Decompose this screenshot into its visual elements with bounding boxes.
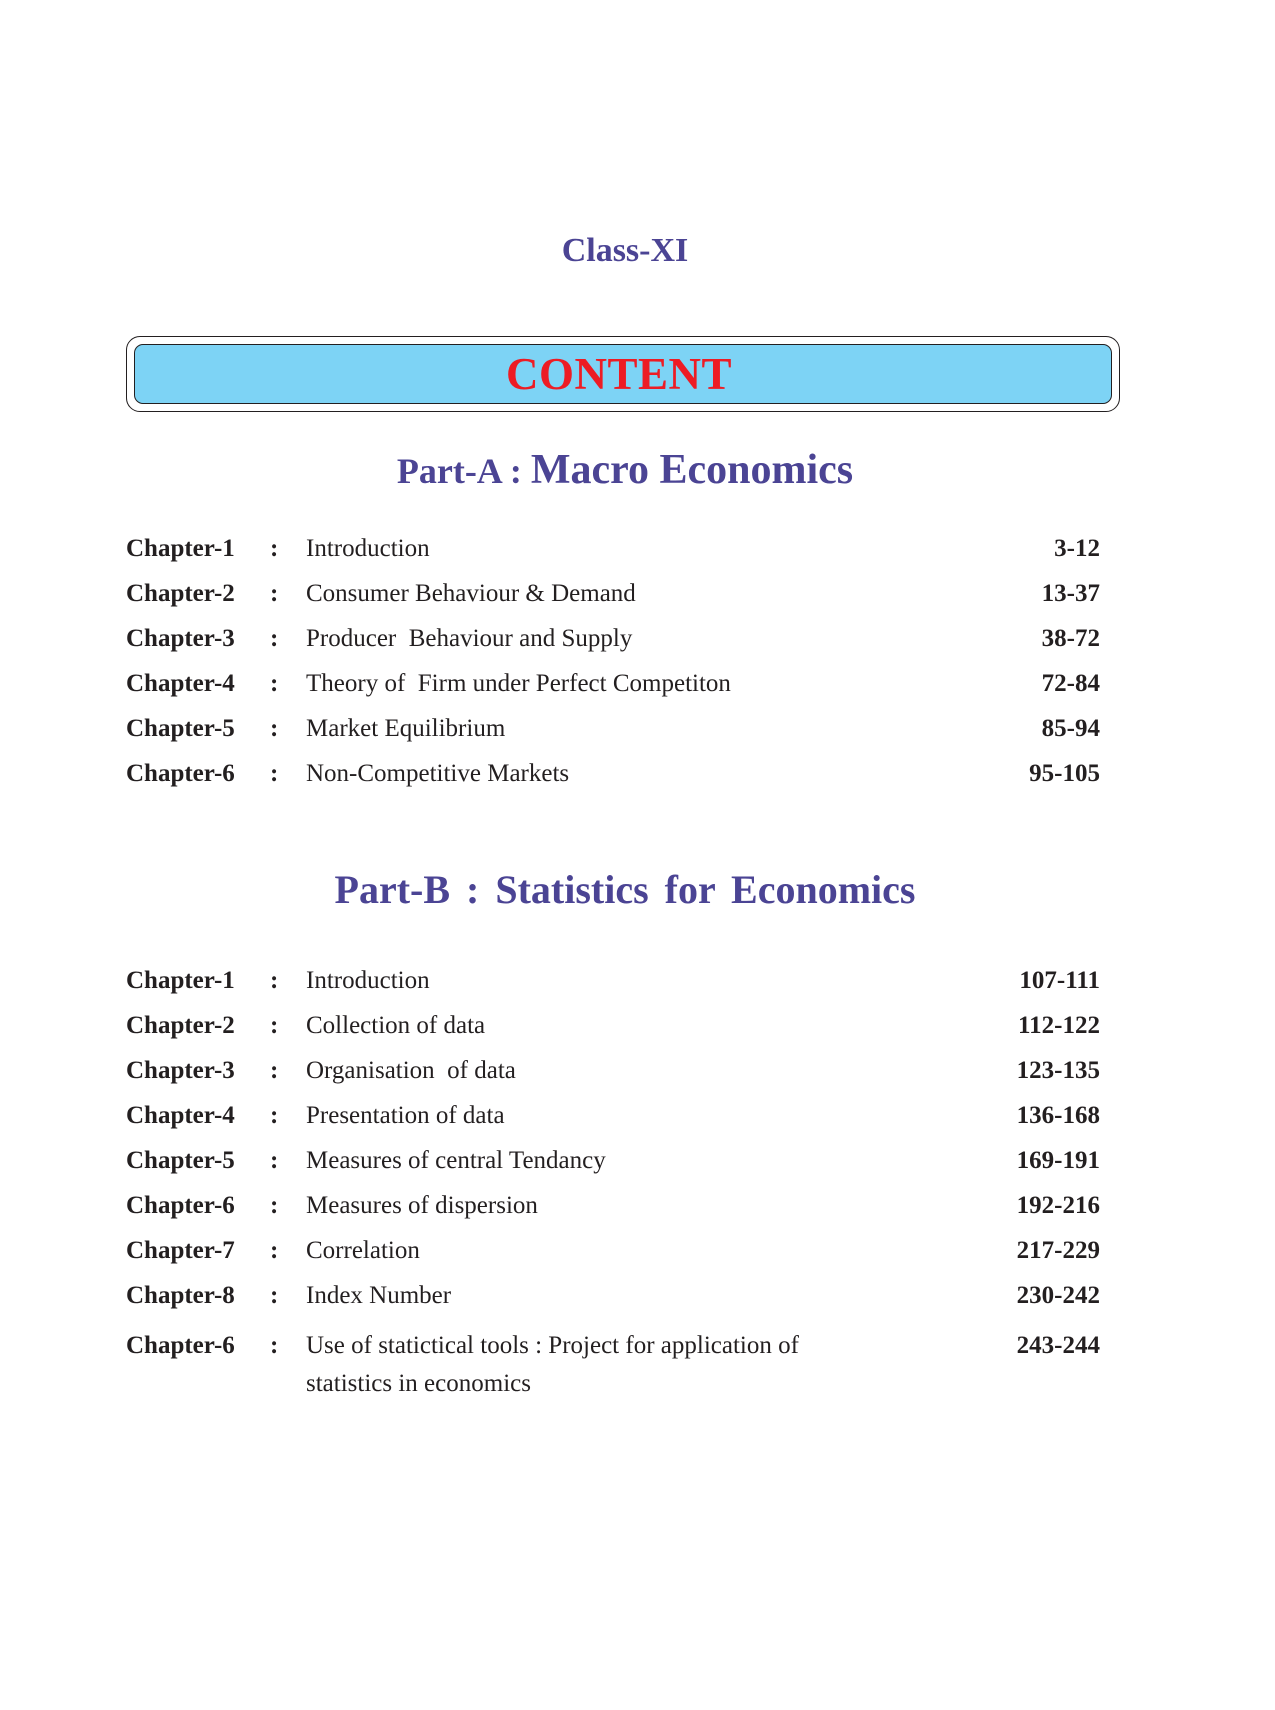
- chapter-number: Chapter-7: [126, 1237, 235, 1264]
- toc-row: [126, 1333, 1100, 1423]
- toc-row: [126, 761, 1100, 806]
- content-banner-inner: [134, 344, 1112, 404]
- separator: :: [270, 1282, 279, 1309]
- page-range: 38-72: [1041, 625, 1100, 652]
- page-range: 192-216: [1016, 1192, 1100, 1219]
- separator: :: [270, 535, 279, 562]
- chapter-number: Chapter-4: [126, 670, 235, 697]
- separator: :: [270, 1057, 279, 1084]
- content-heading: CONTENT: [505, 348, 733, 399]
- chapter-number: Chapter-5: [126, 1147, 235, 1174]
- separator: :: [270, 1192, 279, 1219]
- page-range: 95-105: [1029, 760, 1100, 787]
- page-range: 13-37: [1041, 580, 1100, 607]
- part-b-heading: Part-B : Statistics for Economics: [334, 867, 916, 912]
- chapter-number: Chapter-4: [126, 1102, 235, 1129]
- part-b-toc: [126, 968, 1100, 1423]
- chapter-number: Chapter-3: [126, 1057, 235, 1084]
- separator: :: [270, 1332, 279, 1359]
- page-range: 136-168: [1016, 1102, 1100, 1129]
- chapter-title: Use of statictical tools : Project for application of statistics in economics: [306, 1332, 799, 1397]
- page-range: 3-12: [1054, 535, 1100, 562]
- chapter-title: Measures of central Tendancy: [306, 1147, 606, 1174]
- page-range: 72-84: [1041, 670, 1100, 697]
- chapter-title: Organisation of data: [306, 1057, 516, 1084]
- separator: :: [270, 1237, 279, 1264]
- page-range: 230-242: [1016, 1282, 1100, 1309]
- page-range: 107-111: [1019, 967, 1100, 994]
- chapter-title: Consumer Behaviour & Demand: [306, 580, 636, 607]
- chapter-title: Measures of dispersion: [306, 1192, 538, 1219]
- separator: :: [270, 760, 279, 787]
- chapter-number: Chapter-6: [126, 1332, 235, 1359]
- chapter-title: Collection of data: [306, 1012, 486, 1039]
- chapter-title: Market Equilibrium: [306, 715, 506, 742]
- class-title: Class-XI: [561, 232, 689, 269]
- part-a-prefix: Part-A :: [396, 451, 522, 491]
- chapter-number: Chapter-3: [126, 625, 235, 652]
- separator: :: [270, 1012, 279, 1039]
- part-a-toc: [126, 536, 1100, 806]
- page-range: 112-122: [1018, 1012, 1100, 1039]
- separator: :: [270, 580, 279, 607]
- page-range: 243-244: [1016, 1332, 1100, 1359]
- separator: :: [270, 670, 279, 697]
- page-range: 169-191: [1016, 1147, 1100, 1174]
- chapter-title: Introduction: [306, 967, 430, 994]
- chapter-number: Chapter-2: [126, 1012, 235, 1039]
- separator: :: [270, 1147, 279, 1174]
- chapter-number: Chapter-6: [126, 760, 235, 787]
- chapter-title: Correlation: [306, 1237, 420, 1264]
- toc-row: [126, 1283, 1100, 1328]
- separator: :: [270, 625, 279, 652]
- chapter-number: Chapter-1: [126, 967, 235, 994]
- chapter-title: Presentation of data: [306, 1102, 505, 1129]
- chapter-number: Chapter-8: [126, 1282, 235, 1309]
- part-a-title: Macro Economics: [530, 447, 854, 493]
- content-banner: [126, 336, 1120, 412]
- chapter-title: Non-Competitive Markets: [306, 760, 570, 787]
- chapter-number: Chapter-6: [126, 1192, 235, 1219]
- chapter-number: Chapter-5: [126, 715, 235, 742]
- chapter-title: Introduction: [306, 535, 430, 562]
- separator: :: [270, 967, 279, 994]
- page-range: 123-135: [1016, 1057, 1100, 1084]
- chapter-title: Producer Behaviour and Supply: [306, 625, 633, 652]
- chapter-title: Theory of Firm under Perfect Competiton: [306, 670, 731, 697]
- chapter-number: Chapter-1: [126, 535, 235, 562]
- part-a-heading: [0, 446, 1250, 494]
- chapter-title: Index Number: [306, 1282, 452, 1309]
- chapter-number: Chapter-2: [126, 580, 235, 607]
- separator: :: [270, 1102, 279, 1129]
- page-range: 217-229: [1016, 1237, 1100, 1264]
- page-range: 85-94: [1041, 715, 1100, 742]
- separator: :: [270, 715, 279, 742]
